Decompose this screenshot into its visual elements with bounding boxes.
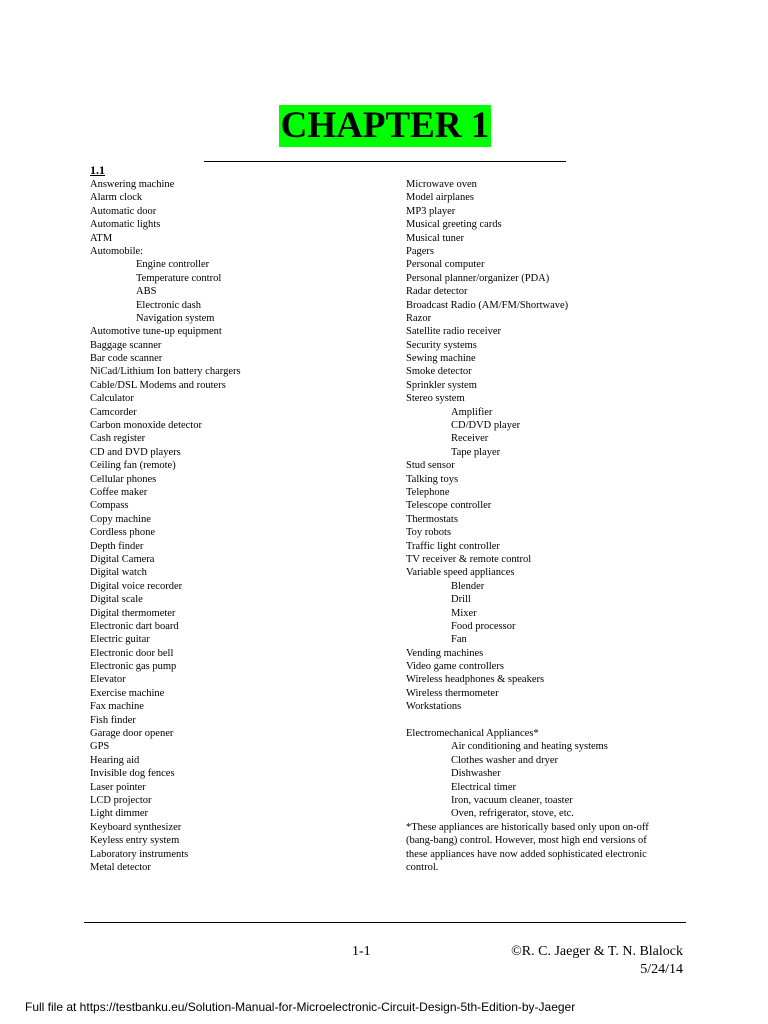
list-item: Calculator [90,393,134,405]
list-subitem: Navigation system [136,312,215,324]
list-item: Stud sensor [406,460,455,472]
list-item: Ceiling fan (remote) [90,460,176,472]
list-item: Cash register [90,433,146,445]
list-item: Bar code scanner [90,353,163,365]
list-item: Digital scale [90,594,143,606]
list-subitem: Electronic dash [136,299,202,311]
list-item: Electronic door bell [90,647,174,659]
list-item: Workstations [406,701,462,713]
list-item: Thermostats [406,513,458,525]
list-item: Coffee maker [90,486,148,498]
list-item: Musical greeting cards [406,219,502,231]
list-item: (bang-bang) control. However, most high end versions of [406,835,647,847]
list-item: Broadcast Radio (AM/FM/Shortwave) [406,299,569,311]
list-item: Laser pointer [90,781,146,793]
title-divider [204,161,566,162]
list-subitem: Food processor [451,620,516,632]
list-item: Light dimmer [90,808,149,820]
list-subitem: Tape player [451,446,501,458]
list-subitem: Dishwasher [451,768,501,780]
list-item: Sewing machine [406,353,476,365]
page-number: 1-1 [352,944,371,959]
left-column-list [90,178,380,874]
list-subitem: Air conditioning and heating systems [451,741,608,753]
list-subitem: Electrical timer [451,781,517,793]
list-item: Video game controllers [406,661,504,673]
list-item: Alarm clock [90,192,143,204]
chapter-title: CHAPTER 1 [280,105,490,146]
list-item: Automotive tune-up equipment [90,326,222,338]
list-item: Automobile: [90,245,144,257]
list-item: Electronic gas pump [90,661,177,673]
list-item: Telescope controller [406,500,492,512]
list-item: Digital thermometer [90,607,176,619]
list-item: Baggage scanner [90,339,162,351]
list-item: Radar detector [406,286,468,298]
list-item: Razor [406,312,432,324]
list-item: Compass [90,500,129,512]
list-subitem: Temperature control [136,272,222,284]
list-item: Satellite radio receiver [406,326,502,338]
list-item: Digital Camera [90,553,155,565]
list-item: Sprinkler system [406,379,477,391]
list-item: MP3 player [406,205,456,217]
section-number: 1.1 [90,163,105,177]
list-item: Stereo system [406,393,465,405]
list-item: Telephone [406,486,450,498]
list-item: Vending machines [406,647,484,659]
list-item: Exercise machine [90,687,165,699]
list-subitem: Blender [451,580,485,592]
list-item: Wireless headphones & speakers [406,674,545,686]
list-item: Traffic light controller [406,540,500,552]
list-subitem: Oven, refrigerator, stove, etc. [451,808,574,820]
list-item: Camcorder [90,406,137,418]
list-item: Digital watch [90,567,147,579]
list-item: Microwave oven [406,179,477,190]
list-subitem: CD/DVD player [451,420,521,432]
list-item: GPS [90,741,110,753]
list-item: Keyboard synthesizer [90,821,182,833]
list-item: Answering machine [90,179,175,190]
list-item: control. [406,861,439,873]
list-item: Elevator [90,674,126,686]
list-subitem: Receiver [451,433,489,445]
list-item: Variable speed appliances [406,567,515,579]
list-item: Invisible dog fences [90,768,175,780]
list-item: Fish finder [90,714,136,726]
list-item [406,714,706,727]
list-item: Fax machine [90,701,144,713]
list-item: Automatic lights [90,219,161,231]
list-item: Wireless thermometer [406,687,499,699]
list-item: LCD projector [90,794,152,806]
list-item: ATM [90,232,113,244]
list-item: Security systems [406,339,477,351]
list-subitem: Clothes washer and dryer [451,754,559,766]
document-date: 5/24/14 [640,962,683,977]
list-subitem: ABS [136,286,157,298]
list-item: Digital voice recorder [90,580,183,592]
list-subitem: Amplifier [451,406,493,418]
copyright-notice: ©R. C. Jaeger & T. N. Blalock [511,944,683,959]
list-item: Keyless entry system [90,835,180,847]
list-item: CD and DVD players [90,446,181,458]
list-item: Electric guitar [90,634,150,646]
list-item: Personal planner/organizer (PDA) [406,272,550,284]
list-item: Electronic dart board [90,620,179,632]
list-subitem: Engine controller [136,259,210,271]
list-item: Musical tuner [406,232,465,244]
list-item: Toy robots [406,527,452,539]
list-item: Personal computer [406,259,485,271]
list-item: Cordless phone [90,527,156,539]
list-item: Copy machine [90,513,151,525]
list-item: Depth finder [90,540,144,552]
list-item: Cellular phones [90,473,157,485]
list-subitem: Iron, vacuum cleaner, toaster [451,794,573,806]
list-item: Automatic door [90,205,157,217]
list-item: Talking toys [406,473,459,485]
list-item: Carbon monoxide detector [90,420,202,432]
list-item: *These appliances are historically based only upon on-off [406,821,649,833]
footer-divider [84,922,686,923]
right-column-list [406,178,706,874]
source-url-note: Full file at https://testbanku.eu/Solution-Manual-for-Microelectronic-Circuit-Design-5th-Edition-by-Jaeger [25,1000,576,1014]
list-subitem: Mixer [451,607,477,619]
list-subitem: Drill [451,594,471,606]
list-item: Pagers [406,245,434,257]
list-item: Model airplanes [406,192,474,204]
list-item: Laboratory instruments [90,848,189,860]
list-item: Cable/DSL Modems and routers [90,379,226,391]
list-item: Garage door opener [90,728,174,740]
list-item: Metal detector [90,861,151,873]
list-item: these appliances have now added sophisticated electronic [406,848,647,860]
list-item: TV receiver & remote control [406,553,532,565]
list-item: Hearing aid [90,754,140,766]
list-item: Smoke detector [406,366,472,378]
list-item: Electromechanical Appliances* [406,728,539,740]
list-subitem: Fan [451,634,467,646]
list-item: NiCad/Lithium Ion battery chargers [90,366,241,378]
